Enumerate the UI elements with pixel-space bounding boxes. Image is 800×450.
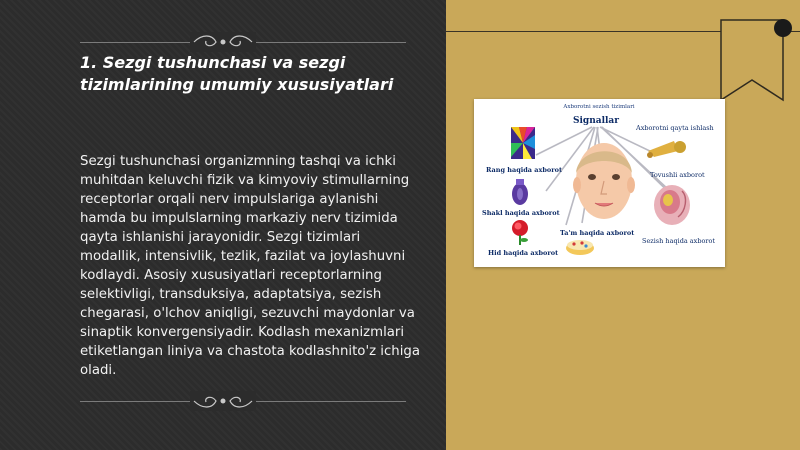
figure-header: Axborotni sezish tizimlari	[563, 104, 635, 110]
top-flourish-ornament	[190, 32, 256, 52]
ear-image	[654, 185, 690, 225]
slide-title: 1. Sezgi tushunchasi va sezgi tizimlarining umumiy xususiyatlari	[80, 53, 394, 94]
label-smell-info: Hid haqida axborot	[488, 249, 559, 257]
horn-image	[647, 141, 686, 158]
cake-image	[566, 240, 594, 255]
label-shape-info: Shakl haqida axborot	[482, 209, 560, 217]
signals-label: Signallar	[573, 116, 619, 126]
rose-image	[512, 220, 528, 245]
label-processing: Axborotni qayta ishlash	[636, 124, 714, 132]
color-wheel-image	[511, 127, 535, 159]
sensory-systems-figure	[474, 99, 725, 267]
label-sound-info: Tovushli axborot	[650, 171, 705, 179]
sensory-diagram	[474, 99, 725, 267]
bookmark-ribbon-icon	[719, 18, 793, 102]
label-color-info: Rang haqida axborot	[486, 166, 562, 174]
label-taste-info: Ta'm haqida axborot	[560, 229, 635, 237]
slide-body-text: Sezgi tushunchasi organizmning tashqi va ichki muhitdan keluvchi fizik va kimyoviy stimullarning receptorlar orqali nerv impulslariga aylanishi hamda bu impulslarning markaziy nerv tizimida qayta ishlanishi jarayonidir. Sezgi tizimlari modallik, intensivlik, tezlik, fazilat va joylashuvni kodlaydi. Asosiy xususiyatlari receptorlarning selektivligi, transduksiya, adaptatsiya, sezish chegarasi, o'lchov aniqligi, sezuvchi maydonlar va sinaptik konvergensiyadir. Kodlash mexanizmlari etiketlangan liniya va chastota kodlashnito'z ichiga oladi.	[80, 154, 421, 378]
label-sensing-info: Sezish haqida axborot	[642, 237, 716, 245]
child-face-image	[573, 143, 635, 219]
vase-image	[512, 179, 528, 205]
bottom-flourish-ornament	[190, 391, 256, 411]
